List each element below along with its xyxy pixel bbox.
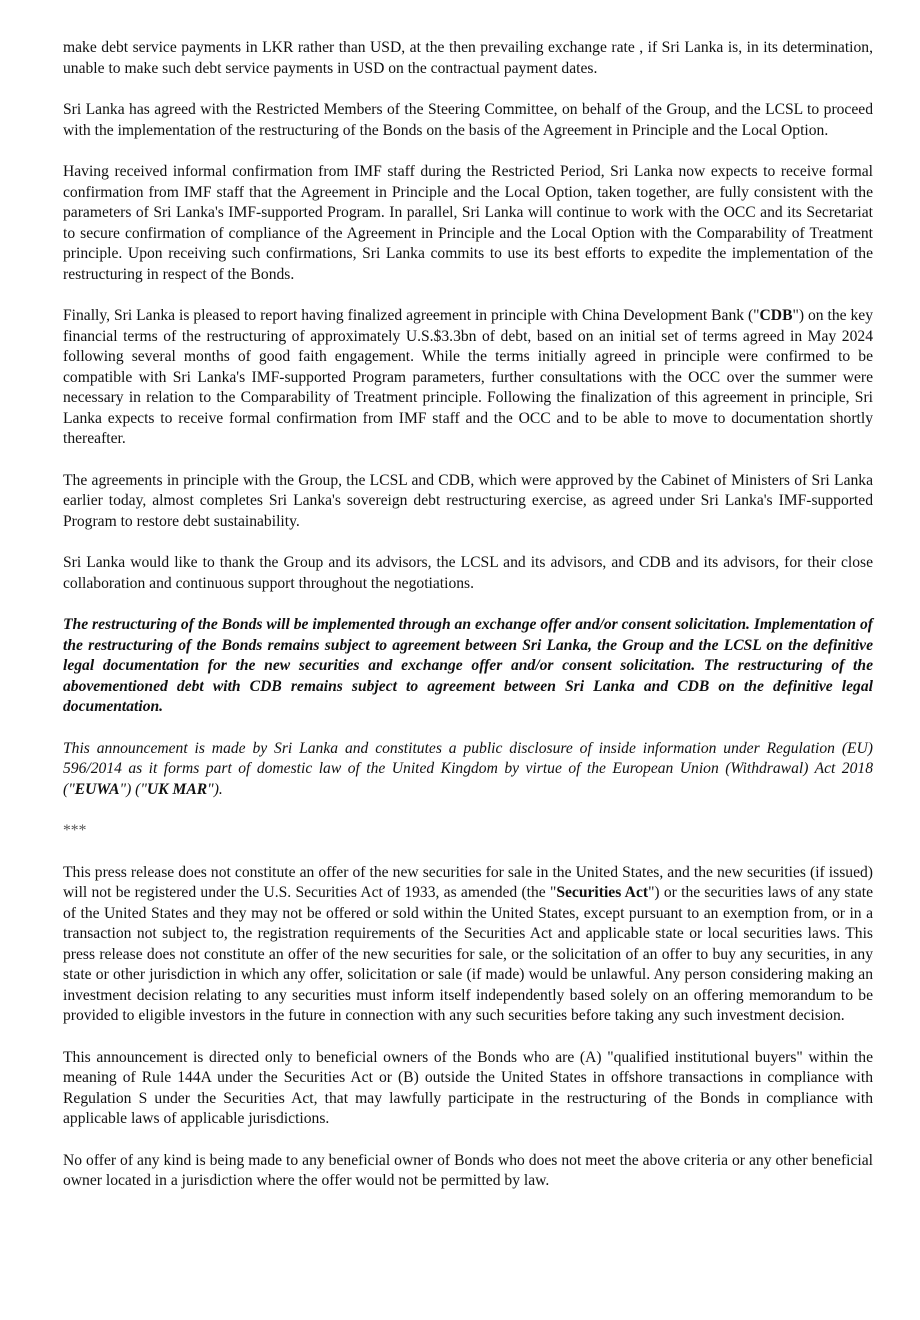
paragraph-local-option-payments: make debt service payments in LKR rather than USD, at the then prevailing exchange rate , if Sri Lanka is, in its determination, unable to make such debt service payments in USD on the contractual payment dates.: [63, 39, 873, 77]
paragraph-inside-information-disclosure: [63, 739, 873, 801]
paragraph-cabinet-approval: The agreements in principle with the Group, the LCSL and CDB, which were approved by the Cabinet of Ministers of Sri Lanka earlier today, almost completes Sri Lanka's sovereign debt restructuring exercise, as agreed under Sri Lanka's IMF-supported Program to restore debt sustainability.: [63, 471, 873, 530]
text-run: ").: [207, 780, 223, 798]
text-run: This announcement is made by Sri Lanka and constitutes a public disclosure of inside information under Regulation (EU) 596/2014 as it forms part of domestic law of the United Kingdom by virtue of the European Union (Withdrawal) Act 2018 (": [63, 739, 873, 798]
section-separator: ***: [63, 822, 87, 839]
bold-term-securities-act: Securities Act: [556, 884, 649, 901]
text-run: This press release does not constitute an offer of the new securities for sale in the United States, and the new securities (if issued) will not be registered under the U.S. Securities Act of 1933, as amended (the ": [63, 863, 873, 901]
bold-term-euwa: EUWA: [74, 780, 120, 798]
paragraph-imf-confirmation: Having received informal confirmation from IMF staff during the Restricted Period, Sri Lanka now expects to receive formal confirmation from IMF staff that the Agreement in Principle and the Local Option, taken together, are fully consistent with the parameters of Sri Lanka's IMF-supported Program. In parallel, Sri Lanka will continue to work with the OCC and its Secretariat to secure confirmation of compliance of the Agreement in Principle and the Local Option with the Comparability of Treatment principle. Upon receiving such confirmations, Sri Lanka commits to use its best efforts to expedite the implementation of the restructuring in respect of the Bonds.: [63, 163, 873, 283]
paragraph-eligible-holders: This announcement is directed only to beneficial owners of the Bonds who are (A) "qualified institutional buyers" within the meaning of Rule 144A under the Securities Act or (B) outside the United States in offshore transactions in compliance with Regulation S under the Securities Act, that may lawfully participate in the restructuring of the Bonds in compliance with applicable laws of applicable jurisdictions.: [63, 1048, 873, 1127]
text-run: Finally, Sri Lanka is pleased to report having finalized agreement in principle with China Development Bank (": [63, 307, 760, 324]
paragraph-us-securities-disclaimer: [63, 863, 873, 1027]
text-run: ") (": [119, 780, 147, 798]
paragraph-steering-committee-agreement: Sri Lanka has agreed with the Restricted Members of the Steering Committee, on behalf of the Group, and the LCSL to proceed with the implementation of the restructuring of the Bonds on the basis of the Agreement in Principle and the Local Option.: [63, 101, 873, 139]
paragraph-implementation-notice: The restructuring of the Bonds will be implemented through an exchange offer and/or consent solicitation. Implementation of the restructuring of the Bonds remains subject to agreement between Sri Lanka, the Group and the LCSL on the definitive legal documentation for the new securities and exchange offer and/or consent solicitation. The restructuring of the abovementioned debt with CDB remains subject to agreement between Sri Lanka and CDB on the definitive legal documentation.: [63, 616, 873, 715]
paragraph-cdb-agreement: [63, 306, 873, 450]
document-body: [63, 38, 873, 1213]
paragraph-no-offer: No offer of any kind is being made to any beneficial owner of Bonds who does not meet the above criteria or any other beneficial owner located in a jurisdiction where the offer would not be permitted by law.: [63, 1151, 873, 1189]
text-run: ") on the key financial terms of the restructuring of approximately U.S.$3.3bn of debt, based on an initial set of terms agreed in May 2024 following several months of good faith engagement. While the terms initially agreed in principle were confirmed to be compatible with Sri Lanka's IMF-supported Program parameters, further consultations with the OCC over the summer were necessary in relation to the Comparability of Treatment principle. Following the finalization of this agreement in principle, Sri Lanka expects to receive formal confirmation from IMF staff and the OCC and to be able to move to documentation shortly thereafter.: [63, 307, 873, 447]
bold-term-cdb: CDB: [759, 307, 793, 324]
bold-term-uk-mar: UK MAR: [146, 780, 208, 798]
paragraph-thanks: Sri Lanka would like to thank the Group and its advisors, the LCSL and its advisors, and CDB and its advisors, for their close collaboration and continuous support throughout the negotiations.: [63, 554, 873, 592]
text-run: ") or the securities laws of any state of the United States and they may not be offered or sold within the United States, except pursuant to an exemption from, or in a transaction not subject to, the registration requirements of the Securities Act and applicable state or local securities laws. This press release does not constitute an offer of the new securities for sale, or the solicitation of an offer to buy any securities, in any state or other jurisdiction in which any offer, solicitation or sale (if made) would be unlawful. Any person considering making an investment decision relating to any securities must inform itself independently based solely on an offering memorandum to be provided to eligible investors in the future in connection with any such securities before taking any such investment decision.: [63, 884, 873, 1024]
